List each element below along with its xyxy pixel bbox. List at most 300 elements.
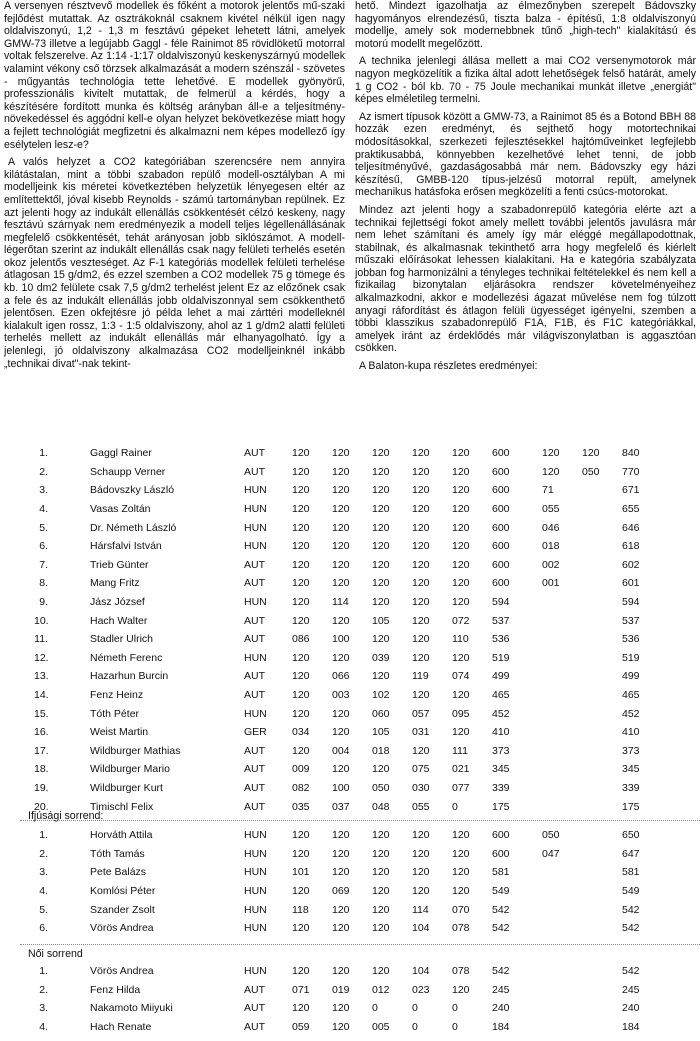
flyoff-2 <box>582 882 622 901</box>
nation: HUN <box>244 885 267 898</box>
round-2: 120 <box>332 651 350 664</box>
final-score: 499 <box>622 670 640 683</box>
table-row <box>4 611 662 630</box>
subtotal: 600 <box>492 465 510 478</box>
rank-label: 4. <box>39 885 48 898</box>
round-3: 120 <box>372 465 390 478</box>
competitor-name: Schaupp Verner <box>90 465 166 478</box>
subtotal: 452 <box>492 707 510 720</box>
rank <box>4 593 48 612</box>
subtotal: 594 <box>492 596 510 609</box>
round-3: 050 <box>372 781 390 794</box>
flyoff-2 <box>582 826 622 845</box>
flyoff-1 <box>542 723 582 742</box>
flyoff-2 <box>582 981 622 1000</box>
flyoff-1 <box>542 919 582 938</box>
rank-label: 16. <box>34 726 49 739</box>
rank-label: 8. <box>39 577 48 590</box>
competitor-name: Gaggl Rainer <box>90 447 152 460</box>
flyoff-2 <box>582 556 622 575</box>
flyoff-1: 047 <box>542 847 560 860</box>
rank-label: 3. <box>39 484 48 497</box>
round-5: 120 <box>452 651 470 664</box>
nation: HUN <box>244 903 267 916</box>
nation: HUN <box>244 847 267 860</box>
round-1: 120 <box>292 503 310 516</box>
round-1: 120 <box>292 922 310 935</box>
nation: GER <box>244 726 267 739</box>
round-1: 120 <box>292 885 310 898</box>
round-2: 100 <box>332 633 350 646</box>
round-1: 120 <box>292 670 310 683</box>
rank-label: 11. <box>34 633 48 646</box>
round-4: 114 <box>412 903 429 916</box>
round-3: 005 <box>372 1021 390 1034</box>
rank <box>4 630 48 649</box>
flyoff-2 <box>582 686 622 705</box>
rank-label: 3. <box>39 866 48 879</box>
paragraph: A valós helyzet a CO2 kategóriában szerencsére nem annyira kilátástalan, mint a többi szabadon repülő modell-osztályban A mi modelljeink kis méretei következtében helyzetük lényegesen eltér az említettektől, jóval kisebb Reynolds - számú tartományban repülnek. Ez azt jelenti hogy az indukált ellenállás csökkentését célzó keskeny, nagy fesztávú szárnyak nem eredményezik a modell teljes légellenállásának megfelelő csökkentését, tehát arányosan jobb siklószámot. A modell-légerőtan szerint az indukált ellenállás csak nagy felületi terhelés esetén okoz jelentős veszteséget. Az F-1 kategóriás modellek felületi terhelése átlagosan 15 g/dm2, és ezzel szemben a CO2 modellek 75 g tömege és kb. 10 dm2 felülete csak 7,5 g/dm2 terhelést jelent Ez az előzőnek csak a fele és az indukált ellenállás jobb oldalviszonnyal sem csökkenthető jelentősen. Ezen okfejtésre jó példa lehet a mai zárttéri modelleknél kialakult igen rossz, 1:3 - 1:5 oldalviszony, ahol az 1 g/dm2 alatti felületi terhelés mellett az indukált ellenállás már elhanyagolható. Így a jelenlegi, jó oldalviszony alkalmazása CO2 modelljeinknél inkább „technikai divat"-nak tekint- <box>4 156 345 370</box>
round-3: 120 <box>372 670 390 683</box>
round-5: 120 <box>452 521 470 534</box>
flyoff-1 <box>542 593 582 612</box>
flyoff-1 <box>542 611 582 630</box>
flyoff-1 <box>542 863 582 882</box>
round-5: 120 <box>452 540 470 553</box>
round-3: 105 <box>372 614 390 627</box>
rank-label: 9. <box>39 596 48 609</box>
right-column <box>355 0 696 404</box>
flyoff-2 <box>582 797 622 816</box>
round-5: 120 <box>452 596 470 609</box>
round-1: 082 <box>292 781 310 794</box>
round-4: 055 <box>412 800 430 813</box>
round-1: 035 <box>292 800 310 813</box>
round-2: 004 <box>332 744 350 757</box>
women-ranking-title: Női sorrend <box>28 948 83 960</box>
nation: AUT <box>244 465 265 478</box>
junior-ranking-title: Ifjúsági sorrend: <box>28 810 104 822</box>
round-4: 031 <box>412 726 430 739</box>
nation: AUT <box>244 558 265 571</box>
competitor-name: Komlósi Péter <box>90 885 156 898</box>
flyoff-2 <box>582 667 622 686</box>
competitor-name: Vörös Andrea <box>90 965 154 978</box>
rank <box>4 845 48 864</box>
table-row <box>4 723 662 742</box>
table-row <box>4 574 662 593</box>
round-1: 034 <box>292 726 310 739</box>
round-4: 120 <box>412 484 430 497</box>
round-5: 120 <box>452 726 470 739</box>
round-5: 078 <box>452 922 470 935</box>
round-4: 120 <box>412 885 430 898</box>
round-2: 120 <box>332 726 350 739</box>
round-1: 120 <box>292 484 310 497</box>
rank <box>4 611 48 630</box>
flyoff-1 <box>542 999 582 1018</box>
table-row <box>4 826 662 845</box>
nation: HUN <box>244 540 267 553</box>
round-4: 0 <box>412 1002 418 1015</box>
flyoff-2 <box>582 481 622 500</box>
rank-label: 1. <box>39 829 48 842</box>
competitor-name: Jász József <box>90 596 145 609</box>
table-row <box>4 999 662 1018</box>
final-score: 184 <box>622 1021 640 1034</box>
round-2: 100 <box>332 781 350 794</box>
table-row <box>4 630 662 649</box>
nation: HUN <box>244 521 267 534</box>
final-score: 549 <box>622 885 640 898</box>
final-score: 240 <box>622 1002 640 1015</box>
round-5: 0 <box>452 1002 458 1015</box>
competitor-name: Hársfalvi István <box>90 540 162 553</box>
round-4: 120 <box>412 503 430 516</box>
nation: AUT <box>244 983 265 996</box>
rank <box>4 704 48 723</box>
nation: AUT <box>244 800 265 813</box>
round-5: 0 <box>452 1021 458 1034</box>
nation: AUT <box>244 633 265 646</box>
round-5: 070 <box>452 903 470 916</box>
round-5: 095 <box>452 707 470 720</box>
competitor-name: Hach Renate <box>90 1021 152 1034</box>
round-2: 120 <box>332 707 350 720</box>
final-score: 452 <box>622 707 640 720</box>
round-5: 078 <box>452 965 470 978</box>
flyoff-1 <box>542 962 582 981</box>
final-score: 647 <box>622 847 640 860</box>
round-3: 120 <box>372 885 390 898</box>
round-4: 120 <box>412 744 430 757</box>
flyoff-1 <box>542 900 582 919</box>
rank-label: 7. <box>39 558 48 571</box>
rank-label: 14. <box>34 689 49 702</box>
rank <box>4 826 48 845</box>
table-row <box>4 962 662 981</box>
final-score: 519 <box>622 651 640 664</box>
round-1: 120 <box>292 577 310 590</box>
flyoff-1 <box>542 882 582 901</box>
rank <box>4 900 48 919</box>
flyoff-1: 046 <box>542 521 560 534</box>
round-4: 120 <box>412 521 430 534</box>
round-4: 057 <box>412 707 430 720</box>
round-4: 120 <box>412 447 430 460</box>
junior-results-table <box>4 826 662 938</box>
rank-label: 1. <box>39 965 48 978</box>
nation: AUT <box>244 577 265 590</box>
nation: AUT <box>244 447 265 460</box>
table-row <box>4 760 662 779</box>
flyoff-1: 002 <box>542 558 560 571</box>
nation: AUT <box>244 670 265 683</box>
table-row <box>4 919 662 938</box>
subtotal: 600 <box>492 503 510 516</box>
round-1: 118 <box>292 903 309 916</box>
round-5: 110 <box>452 633 469 646</box>
round-2: 019 <box>332 983 350 996</box>
flyoff-1 <box>542 1018 582 1037</box>
final-score: 339 <box>622 781 640 794</box>
round-5: 072 <box>452 614 470 627</box>
competitor-name: Wildburger Mathias <box>90 744 181 757</box>
round-2: 066 <box>332 670 350 683</box>
nation: AUT <box>244 1002 265 1015</box>
flyoff-1: 050 <box>542 829 560 842</box>
final-score: 465 <box>622 689 640 702</box>
final-score: 542 <box>622 903 640 916</box>
competitor-name: Fenz Hilda <box>90 983 141 996</box>
subtotal: 245 <box>492 983 510 996</box>
round-1: 059 <box>292 1021 310 1034</box>
subtotal: 600 <box>492 447 510 460</box>
round-2: 120 <box>332 866 350 879</box>
final-score: 601 <box>622 577 640 590</box>
table-row <box>4 1018 662 1037</box>
rank <box>4 574 48 593</box>
flyoff-1 <box>542 667 582 686</box>
competitor-name: Stadler Ulrich <box>90 633 154 646</box>
round-2: 120 <box>332 614 350 627</box>
round-2: 120 <box>332 903 350 916</box>
competitor-name: Dr. Németh László <box>90 521 177 534</box>
paragraph: hető. Mindezt igazolhatja az élmezőnyben szerepelt Bádovszky hagyományos elrendezésű, tiszta balza - építésű, 1:8 oldalviszonyú modellje, amely sok modernebbnek tűnő „high-tech" kialakítású és motorú modellt megelőzött. <box>355 0 696 50</box>
rank <box>4 779 48 798</box>
round-3: 120 <box>372 447 390 460</box>
round-4: 120 <box>412 614 430 627</box>
subtotal: 542 <box>492 922 510 935</box>
final-score: 373 <box>622 744 640 757</box>
final-score: 581 <box>622 866 640 879</box>
nation: HUN <box>244 484 267 497</box>
flyoff-2 <box>582 518 622 537</box>
table-row <box>4 845 662 864</box>
subtotal: 175 <box>492 800 510 813</box>
round-1: 120 <box>292 521 310 534</box>
subtotal: 465 <box>492 689 510 702</box>
final-score: 602 <box>622 558 640 571</box>
round-3: 120 <box>372 558 390 571</box>
round-4: 120 <box>412 651 430 664</box>
subtotal: 519 <box>492 651 510 664</box>
round-2: 120 <box>332 829 350 842</box>
flyoff-2 <box>582 630 622 649</box>
nation: AUT <box>244 781 265 794</box>
overall-results-table <box>4 444 662 816</box>
round-2: 120 <box>332 965 350 978</box>
final-score: 345 <box>622 763 640 776</box>
subtotal: 549 <box>492 885 510 898</box>
final-score: 410 <box>622 726 640 739</box>
round-5: 074 <box>452 670 470 683</box>
round-3: 120 <box>372 503 390 516</box>
rank <box>4 919 48 938</box>
table-row <box>4 537 662 556</box>
round-1: 120 <box>292 558 310 571</box>
round-3: 120 <box>372 922 390 935</box>
rank-label: 2. <box>39 983 48 996</box>
round-1: 120 <box>292 651 310 664</box>
round-5: 120 <box>452 689 470 702</box>
paragraph: A technika jelenlegi állása mellett a mai CO2 versenymotorok már nagyon megközelítik a fizika által adott lehetőségek felső határát, amely 1 g CO2 - ból kb. 70 - 75 Joule mechanikai munkát illetve „energiát" képes elméletileg termelni. <box>355 55 696 106</box>
round-2: 120 <box>332 503 350 516</box>
round-1: 120 <box>292 965 310 978</box>
rank-label: 15. <box>34 707 49 720</box>
nation: HUN <box>244 829 267 842</box>
rank <box>4 686 48 705</box>
nation: AUT <box>244 1021 265 1034</box>
competitor-name: Pete Balázs <box>90 866 147 879</box>
table-row <box>4 686 662 705</box>
table-row <box>4 882 662 901</box>
flyoff-1 <box>542 649 582 668</box>
round-5: 111 <box>452 744 468 757</box>
paragraph: Az ismert típusok között a GMW-73, a Rainimot 85 és a Botond BBH 88 hozzák ezen eredményt, és sejthető hogy motortechnikai módosításokkal, szerkezeti fejlesztésekkel hajtóműveinket legfejlebb praktikusabbá, könnyebben kezelhetővé lehet tenni, de jobb teljesítményűvé, gazdaságosabbá már nem. Bádovszky egy házi készítésű, GMBB-120 típus-jelzésű motorral repült, amelynek mechanikus hatásfoka erősen megközelíti a fenti csúcs-motorokat. <box>355 110 696 199</box>
flyoff-2 <box>582 500 622 519</box>
flyoff-1 <box>542 797 582 816</box>
round-1: 086 <box>292 633 310 646</box>
round-3: 120 <box>372 484 390 497</box>
round-1: 120 <box>292 1002 310 1015</box>
competitor-name: Tóth Tamás <box>90 847 145 860</box>
flyoff-2 <box>582 574 622 593</box>
competitor-name: Wildburger Mario <box>90 763 170 776</box>
round-1: 120 <box>292 447 310 460</box>
subtotal: 600 <box>492 540 510 553</box>
rank <box>4 981 48 1000</box>
flyoff-2 <box>582 845 622 864</box>
nation: AUT <box>244 744 265 757</box>
round-1: 120 <box>292 847 310 860</box>
rank-label: 13. <box>34 670 49 683</box>
round-5: 120 <box>452 829 470 842</box>
final-score: 646 <box>622 521 640 534</box>
final-score: 671 <box>622 484 640 497</box>
table-row <box>4 704 662 723</box>
nation: HUN <box>244 707 267 720</box>
table-row <box>4 518 662 537</box>
rank <box>4 999 48 1018</box>
final-score: 594 <box>622 596 640 609</box>
round-1: 120 <box>292 829 310 842</box>
round-4: 120 <box>412 558 430 571</box>
subtotal: 600 <box>492 521 510 534</box>
flyoff-2: 120 <box>582 447 600 460</box>
rank <box>4 537 48 556</box>
table-row <box>4 649 662 668</box>
round-2: 120 <box>332 521 350 534</box>
round-3: 120 <box>372 540 390 553</box>
results-heading: A Balaton-kupa részletes eredményei: <box>359 360 538 373</box>
round-5: 120 <box>452 885 470 898</box>
round-4: 0 <box>412 1021 418 1034</box>
rank <box>4 863 48 882</box>
competitor-name: Wildburger Kurt <box>90 781 163 794</box>
rank-label: 19. <box>34 781 49 794</box>
final-score: 542 <box>622 922 640 935</box>
round-2: 120 <box>332 540 350 553</box>
round-3: 120 <box>372 763 390 776</box>
rank <box>4 962 48 981</box>
rank-label: 6. <box>39 540 48 553</box>
competitor-name: Hazarhun Burcin <box>90 670 169 683</box>
rank-label: 12. <box>34 651 49 664</box>
round-4: 120 <box>412 866 430 879</box>
rank <box>4 742 48 761</box>
round-3: 048 <box>372 800 390 813</box>
subtotal: 499 <box>492 670 510 683</box>
subtotal: 410 <box>492 726 510 739</box>
nation: AUT <box>244 689 265 702</box>
round-4: 075 <box>412 763 430 776</box>
rank <box>4 481 48 500</box>
rank-label: 2. <box>39 847 48 860</box>
round-4: 119 <box>412 670 429 683</box>
round-3: 012 <box>372 983 390 996</box>
final-score: 542 <box>622 965 640 978</box>
rank <box>4 556 48 575</box>
flyoff-2: 050 <box>582 465 600 478</box>
flyoff-1: 055 <box>542 503 560 516</box>
flyoff-1 <box>542 760 582 779</box>
competitor-name: Vörös Andrea <box>90 922 154 935</box>
flyoff-2 <box>582 779 622 798</box>
round-2: 120 <box>332 1002 350 1015</box>
round-1: 120 <box>292 689 310 702</box>
article-text <box>4 0 696 404</box>
round-1: 120 <box>292 614 310 627</box>
table-row <box>4 556 662 575</box>
round-2: 069 <box>332 885 350 898</box>
round-4: 120 <box>412 540 430 553</box>
round-2: 120 <box>332 558 350 571</box>
table-row <box>4 481 662 500</box>
flyoff-1 <box>542 686 582 705</box>
round-5: 077 <box>452 781 470 794</box>
table-row <box>4 779 662 798</box>
round-2: 003 <box>332 689 350 702</box>
round-1: 120 <box>292 707 310 720</box>
final-score: 245 <box>622 983 640 996</box>
table-row <box>4 863 662 882</box>
rank-label: 18. <box>34 763 49 776</box>
round-3: 120 <box>372 521 390 534</box>
rank-label: 10. <box>34 614 49 627</box>
flyoff-2 <box>582 962 622 981</box>
round-2: 114 <box>332 596 349 609</box>
round-3: 120 <box>372 866 390 879</box>
round-3: 120 <box>372 903 390 916</box>
rank-label: 6. <box>39 922 48 935</box>
round-4: 104 <box>412 922 430 935</box>
rank <box>4 723 48 742</box>
rank <box>4 500 48 519</box>
round-3: 039 <box>372 651 390 664</box>
rank <box>4 1018 48 1037</box>
subtotal: 600 <box>492 484 510 497</box>
round-4: 120 <box>412 465 430 478</box>
rank <box>4 882 48 901</box>
round-1: 120 <box>292 540 310 553</box>
flyoff-1 <box>542 704 582 723</box>
rank <box>4 518 48 537</box>
nation: HUN <box>244 651 267 664</box>
round-2: 120 <box>332 484 350 497</box>
competitor-name: Vasas Zoltán <box>90 503 151 516</box>
round-3: 102 <box>372 689 390 702</box>
